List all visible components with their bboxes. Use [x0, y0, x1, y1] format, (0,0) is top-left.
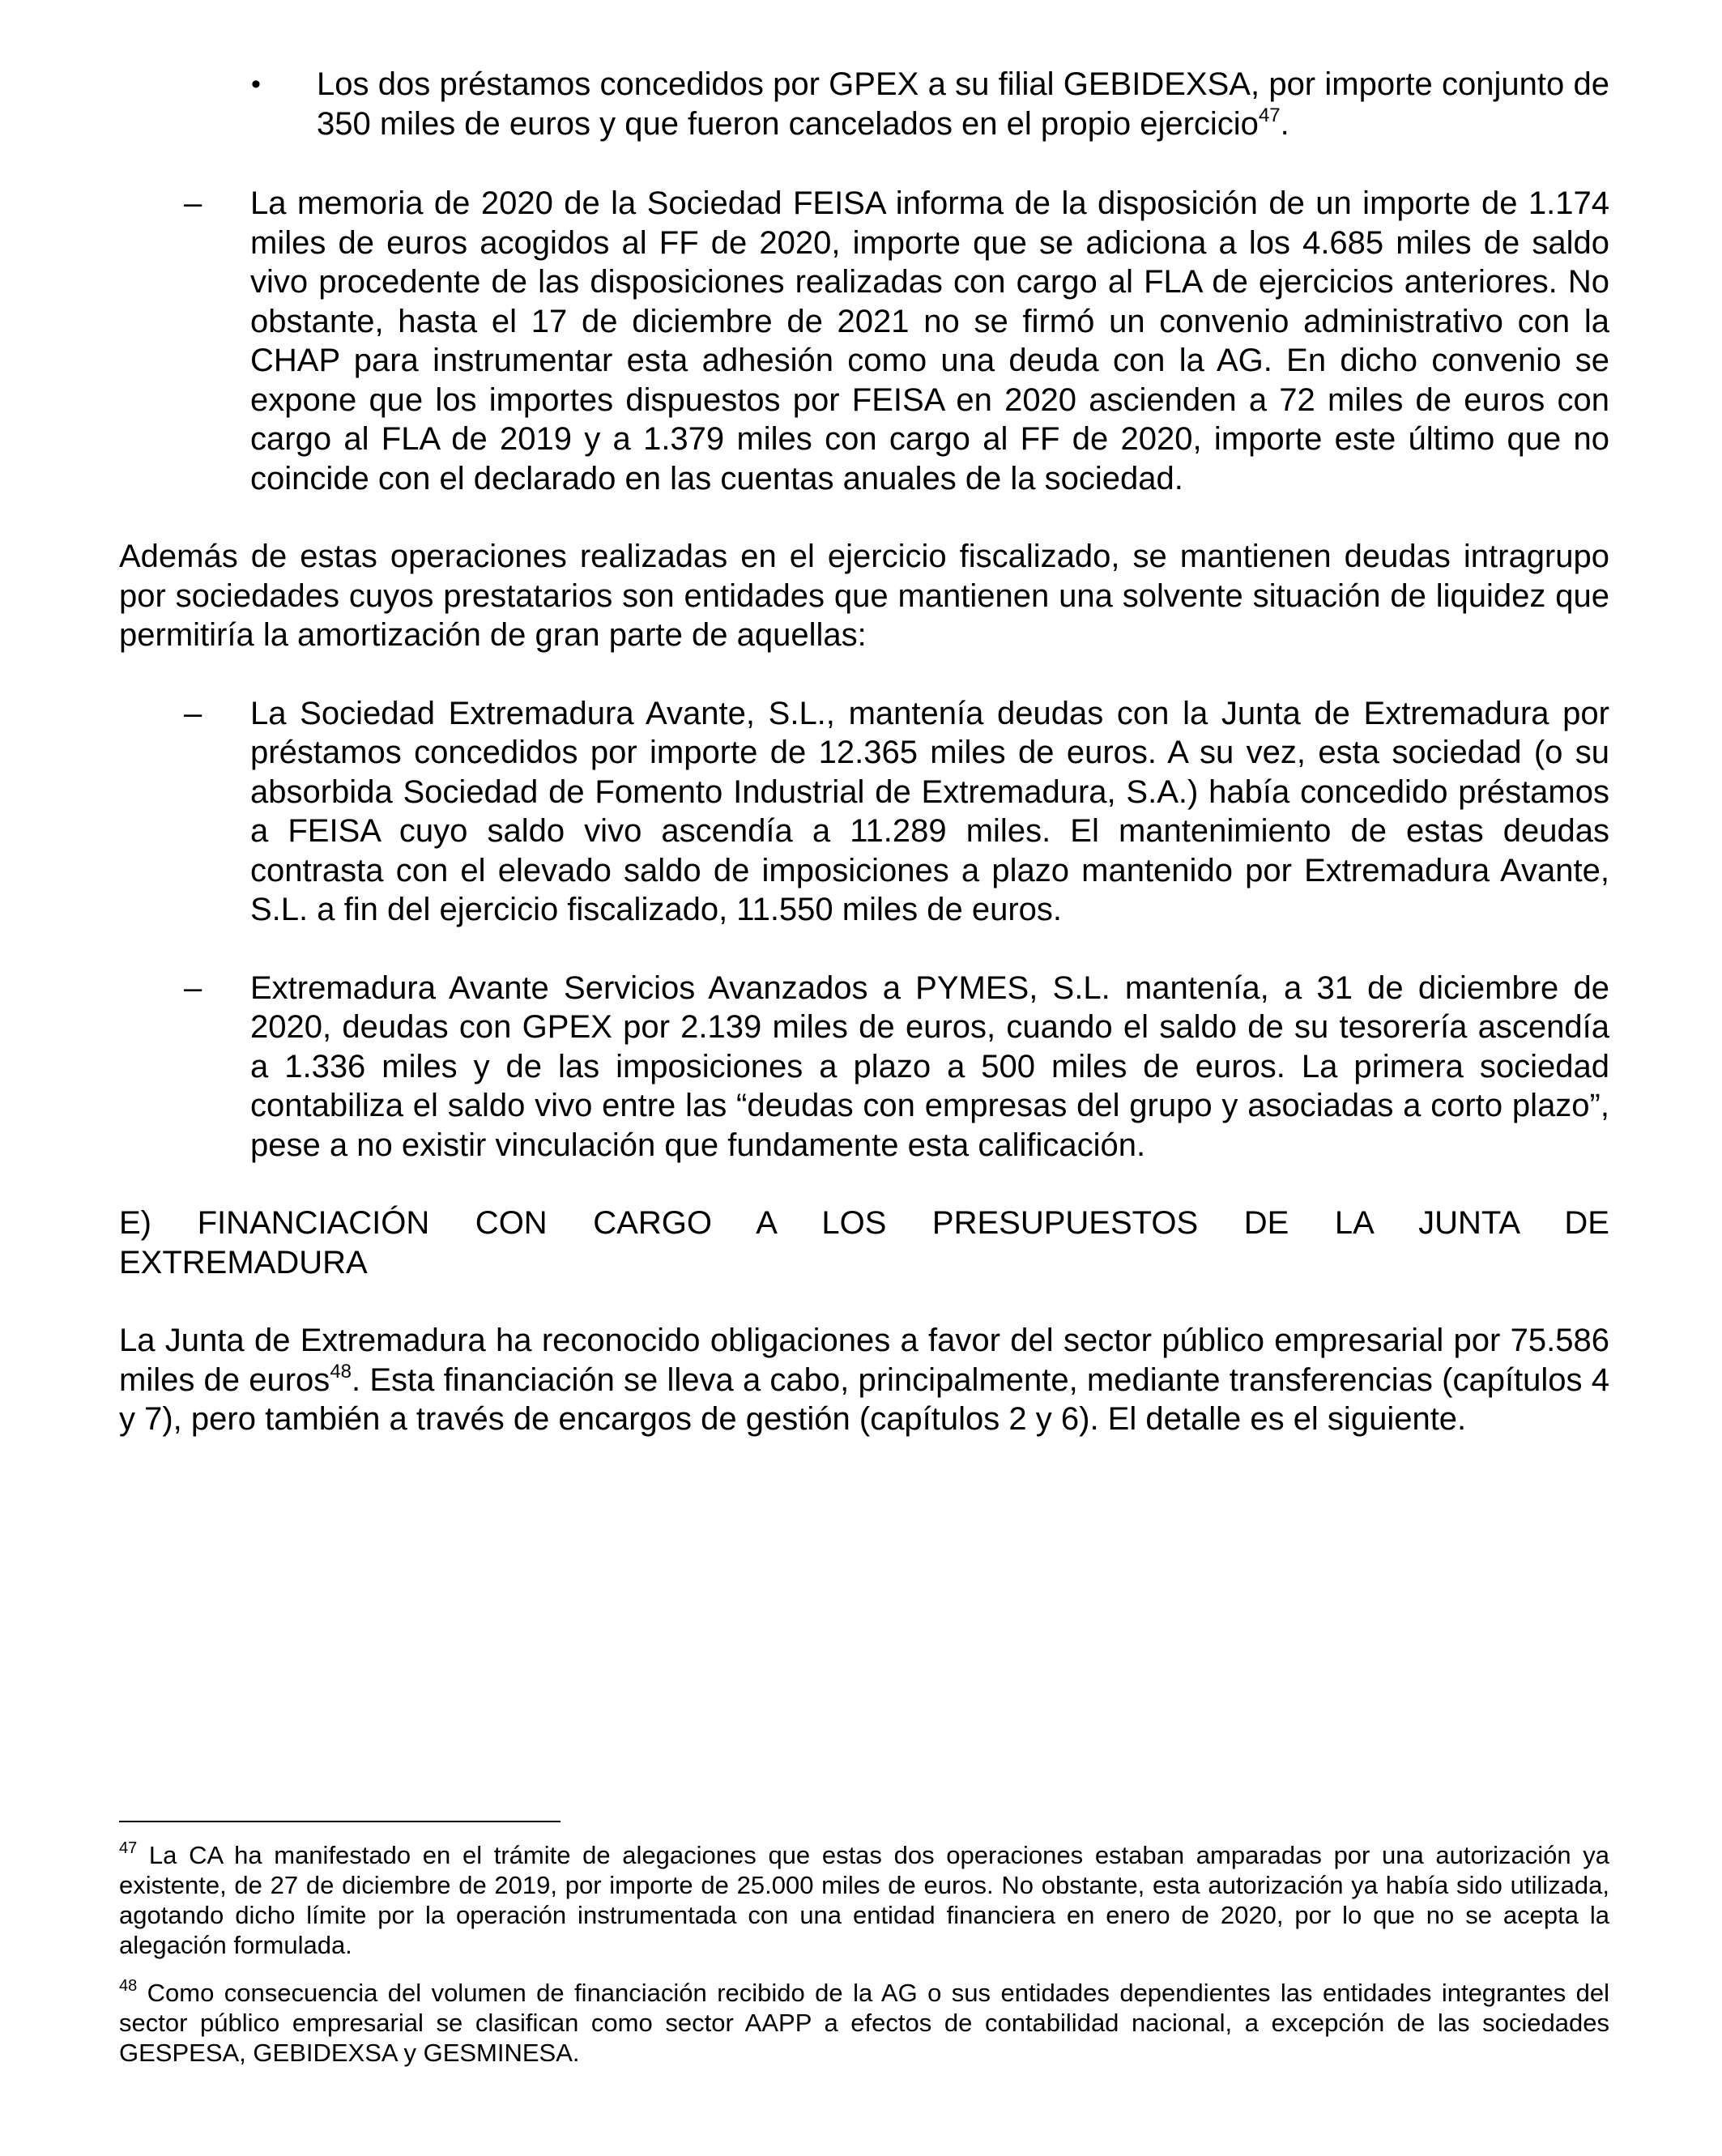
footnote-number: 47 [119, 1839, 138, 1857]
dash-item-extremadura-avante [119, 694, 1609, 930]
footnote-divider [119, 1821, 561, 1822]
dash-item-feisa [119, 184, 1609, 498]
dash-item-text: Extremadura Avante Servicios Avanzados a PYMES, S.L. mantenía, a 31 de diciembre de 2020, deudas con GPEX por 2.139 miles de euros, cuando el saldo de su tesorería ascendía a 1.336 miles y de las imposiciones a plazo a 500 miles de euros. La primera sociedad contabiliza el saldo vivo entre las “deudas con empresas del grupo y asociadas a corto plazo”, pese a no existir vinculación que fundamente esta calificación. [250, 969, 1609, 1163]
bullet-item-text: Los dos préstamos concedidos por GPEX a su filial GEBIDEXSA, por importe conjunto de 350 miles de euros y que fueron cancelados en el propio ejercicio [317, 66, 1609, 142]
intro-paragraph: Además de estas operaciones realizadas en el ejercicio fiscalizado, se mantienen deudas intragrupo por sociedades cuyos prestatarios son entidades que mantienen una solvente situación de liquidez que permitiría la amortización de gran parte de aquellas: [119, 539, 1609, 653]
dash-item-text: La Sociedad Extremadura Avante, S.L., mantenía deudas con la Junta de Extremadura por préstamos concedidos por importe de 12.365 miles de euros. A su vez, esta sociedad (o su absorbida Sociedad de Fomento Industrial de Extremadura, S.A.) había concedido préstamos a FEISA cuyo saldo vivo ascendía a 11.289 miles. El mantenimiento de estas deudas contrasta con el elevado saldo de imposiciones a plazo mantenido por Extremadura Avante, S.L. a fin del ejercicio fiscalizado, 11.550 miles de euros. [250, 695, 1609, 927]
footnote-ref-47[interactable]: 47 [1258, 104, 1281, 126]
footnote-ref-48[interactable]: 48 [330, 1360, 352, 1383]
footnote-text: Como consecuencia del volumen de financiación recibido de la AG o sus entidades dependientes las entidades integrantes del sector público empresarial se clasifican como sector AAPP a efectos de contabilidad nacional, a excepción de las sociedades GESPESA, GEBIDEXSA y GESMINESA. [119, 1979, 1609, 2067]
bullet-item-end: . [1280, 105, 1289, 142]
footnote-47 [119, 1840, 1609, 1960]
bullet-item-gebidexsa-loans [119, 65, 1609, 143]
dash-icon: – [184, 185, 202, 221]
dash-item-avante-pymes [119, 969, 1609, 1165]
dash-item-text: La memoria de 2020 de la Sociedad FEISA informa de la disposición de un importe de 1.174 miles de euros acogidos al FF de 2020, importe que se adiciona a los 4.685 miles de saldo vivo procedente de las disposiciones realizadas con cargo al FLA de ejercicios anteriores. No obstante, hasta el 17 de diciembre de 2021 no se firmó un convenio administrativo con la CHAP para instrumentar esta adhesión como una deuda con la AG. En dicho convenio se expone que los importes dispuestos por FEISA en 2020 ascienden a 72 miles de euros con cargo al FLA de 2019 y a 1.379 miles con cargo al FF de 2020, importe este último que no coincide con el declarado en las cuentas anuales de la sociedad. [250, 185, 1609, 496]
section-heading-e [119, 1204, 1609, 1282]
dash-icon: – [184, 695, 202, 731]
footnotes-section [119, 1821, 1609, 2086]
footnote-number: 48 [119, 1977, 138, 1995]
final-paragraph-text-end: . Esta financiación se lleva a cabo, principalmente, mediante transferencias (capítulos 4 y 7), pero también a través de encargos de gestión (capítulos 2 y 6). El detalle es el siguiente. [119, 1361, 1609, 1437]
footnote-48 [119, 1978, 1609, 2068]
section-heading-line1: E) FINANCIACIÓN CON CARGO A LOS PRESUPUESTOS DE LA JUNTA DE [119, 1205, 1609, 1241]
bullet-icon: • [251, 69, 261, 100]
footnote-text: La CA ha manifestado en el trámite de alegaciones que estas dos operaciones estaban amparadas por una autorización ya existente, de 27 de diciembre de 2019, por importe de 25.000 miles de euros. No obstante, esta autorización ya había sido utilizada, agotando dicho límite por la operación instrumentada con una entidad financiera en enero de 2020, por lo que no se acepta la alegación formulada. [119, 1841, 1609, 1959]
final-paragraph-text-start: La Junta de Extremadura ha reconocido obligaciones a favor del sector público empresarial por 75.586 miles de euros [119, 1323, 1609, 1398]
dash-icon: – [184, 969, 202, 1006]
final-paragraph [119, 1321, 1609, 1439]
document-body [119, 65, 1609, 1478]
section-heading-line2: EXTREMADURA [119, 1244, 368, 1280]
